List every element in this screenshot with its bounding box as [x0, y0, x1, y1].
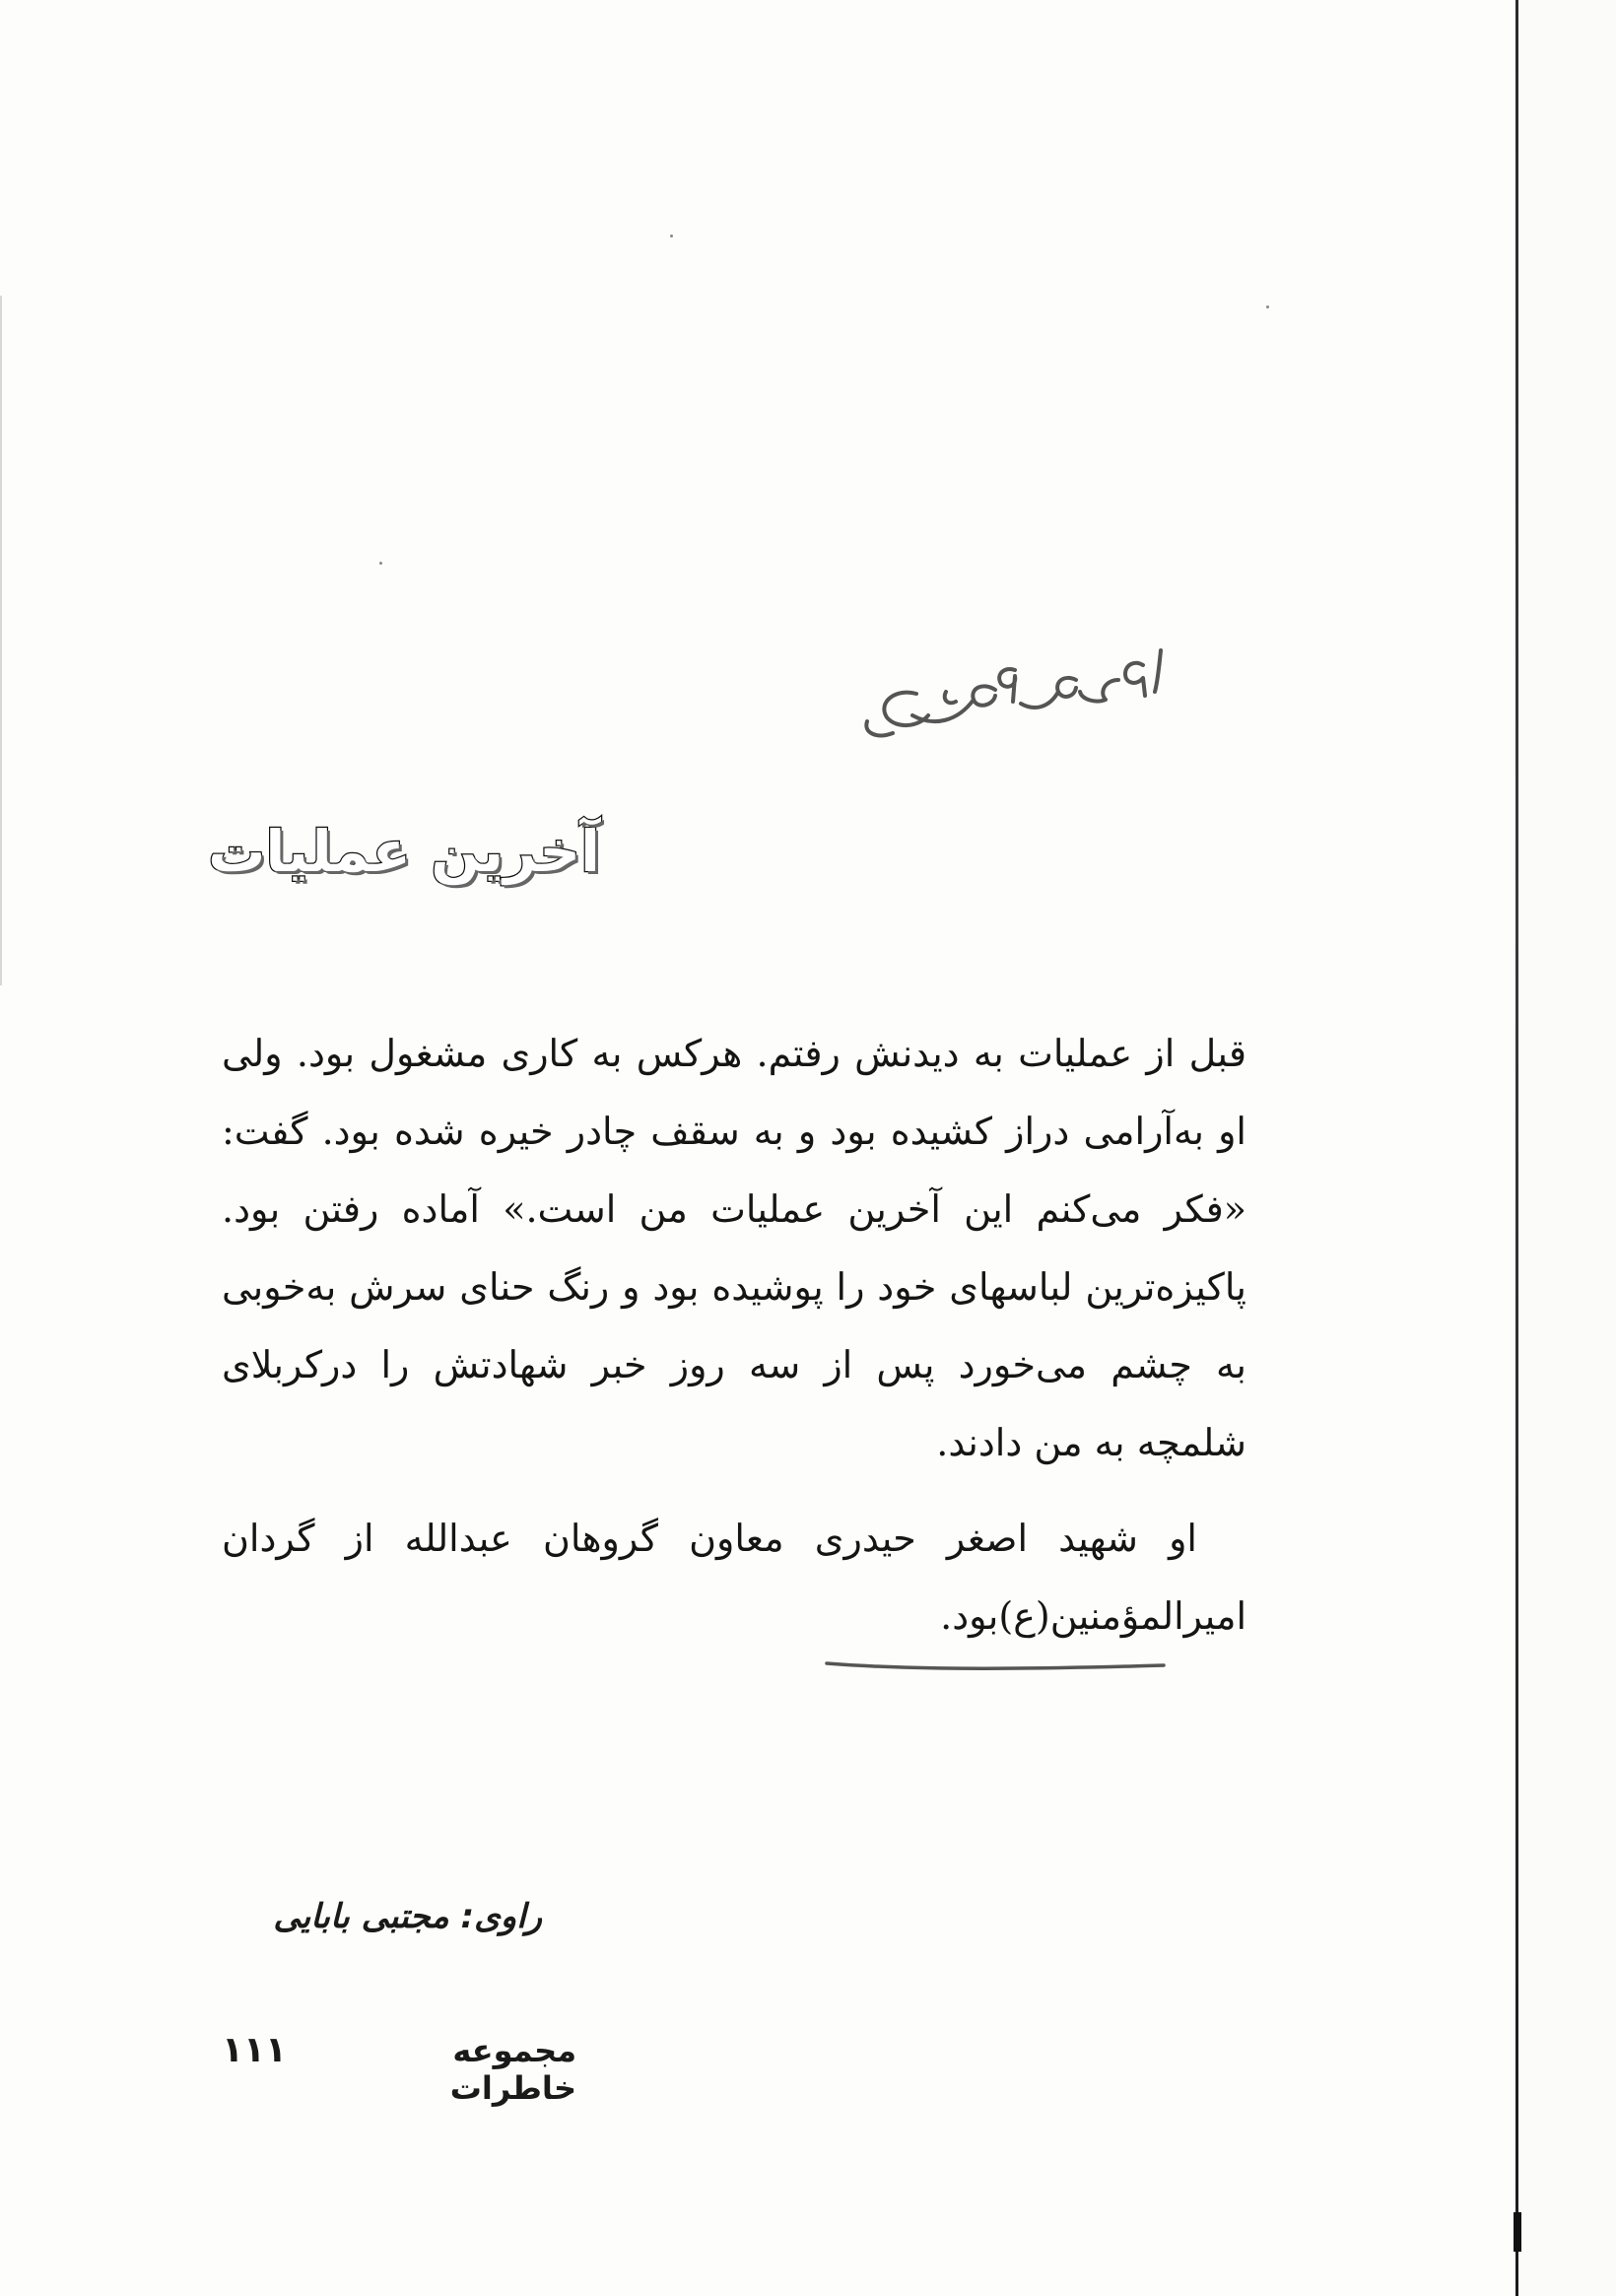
- binding-margin: [1518, 0, 1616, 2296]
- narrator-credit: راوی: مجتبی بابایی: [273, 1897, 542, 1936]
- handwritten-name: [847, 631, 1182, 749]
- page-footer: [222, 2030, 576, 2107]
- page-number: ۱۱۱: [222, 2030, 287, 2070]
- page-edge-shadow: [0, 296, 2, 985]
- pencil-underline: [823, 1655, 1168, 1675]
- paragraph: قبل از عملیات به دیدنش رفتم. هرکس به کاری مشغول بود. ولی او به‌آرامی دراز کشیده بود و به سقف چادر خیره شده بود. گفت: «فکر می‌کنم این آخرین عملیات من است.» آماده رفتن بود. پاکیزه‌ترین لباسهای خود را پوشیده بود و رنگ حنای سرش به‌خوبی به چشم می‌خورد پس از سه روز خبر شهادتش را درکربلای شلمچه به من دادند.: [222, 1032, 1246, 1464]
- scan-speck: [1266, 305, 1269, 308]
- book-title: مجموعه خاطرات: [449, 2032, 576, 2107]
- scan-speck: [379, 562, 382, 565]
- binding-mark: [1514, 2212, 1521, 2252]
- scan-speck: [670, 235, 673, 237]
- paragraph: او شهید اصغر حیدری معاون گروهان عبدالله از گردان امیرالمؤمنین(ع)بود.: [222, 1517, 1246, 1638]
- chapter-title: آخرین عملیات: [208, 818, 600, 885]
- body-text: [222, 1015, 1246, 1655]
